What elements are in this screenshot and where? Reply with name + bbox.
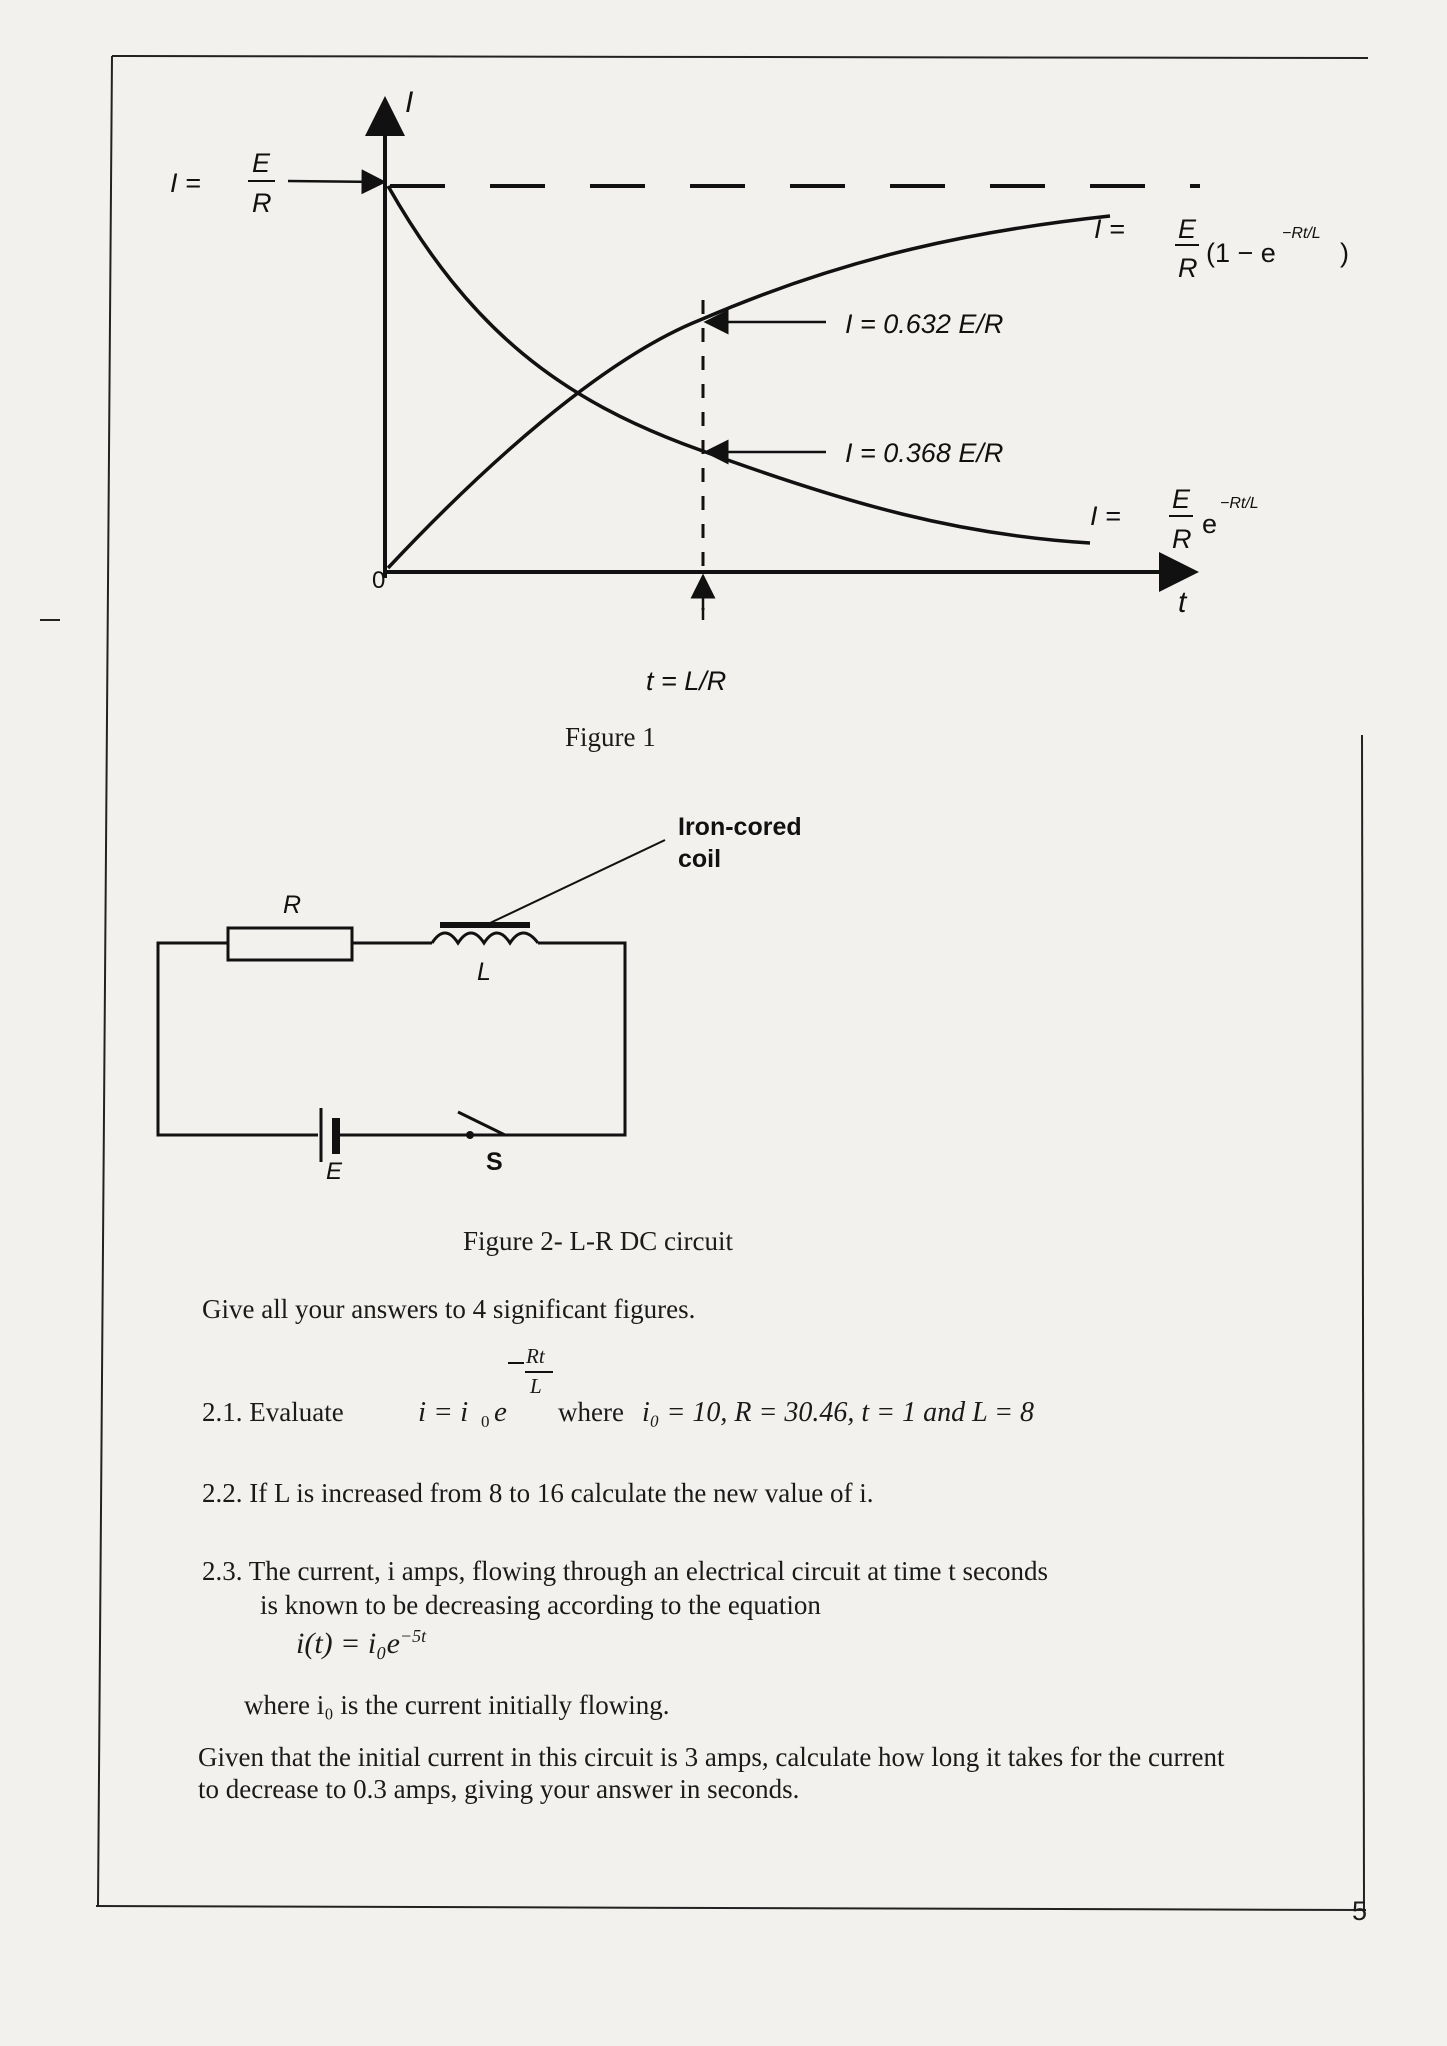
init-eq-num: E [252, 148, 271, 178]
formula-lhs: i = i [418, 1396, 469, 1428]
rise-eq-exp: −Rt/L [1282, 225, 1321, 242]
question-2-1-where: where [558, 1397, 624, 1427]
inductor [432, 933, 538, 943]
resistor-label: R [283, 891, 302, 919]
battery-short-plate [332, 1118, 340, 1154]
time-constant-label: t = L/R [646, 666, 727, 696]
annotation-decay-value: I = 0.368 E/R [845, 438, 1004, 468]
figure-2-circuit [0, 790, 1447, 1210]
exponent-minus [508, 1362, 524, 1364]
x-axis-label: t [1178, 586, 1187, 619]
switch-label: S [486, 1148, 503, 1176]
battery-label: E [326, 1158, 343, 1185]
coil-label-line-2: coil [678, 845, 722, 873]
decay-eq-base: e [1202, 509, 1218, 539]
rise-eq-close: ) [1340, 238, 1349, 268]
exponent-denominator: L [530, 1374, 542, 1398]
figure-1 [0, 0, 1447, 780]
decay-eq-exp: −Rt/L [1220, 495, 1259, 512]
decay-formula-exponent: −5t [399, 1626, 427, 1646]
figure-1-caption: Figure 1 [565, 722, 656, 752]
rise-eq-tail: (1 − e [1206, 238, 1276, 268]
rise-eq-num: E [1178, 214, 1197, 244]
decay-eq-den: R [1172, 524, 1192, 554]
question-2-3-line-5: to decrease to 0.3 amps, giving your answer in seconds. [198, 1774, 800, 1804]
init-eq-lhs: I = [170, 168, 201, 198]
exponent-bar [525, 1371, 553, 1373]
decay-formula-base: i(t) = i₀e [296, 1627, 400, 1660]
switch [458, 1112, 505, 1135]
decay-eq-lhs: I = [1090, 501, 1121, 531]
inductor-label: L [477, 958, 491, 986]
decay-eq-num: E [1172, 484, 1191, 514]
origin-label: 0 [372, 567, 386, 594]
annotation-rise-value: I = 0.632 E/R [845, 309, 1004, 339]
question-2-1-values: i₀ = 10, R = 30.46, t = 1 and L = 8 [642, 1397, 1035, 1428]
rise-curve [388, 216, 1110, 568]
question-2-3-line-3: where i₀ is the current initially flowing. [244, 1690, 670, 1720]
decay-curve [388, 186, 1090, 543]
question-2-2: 2.2. If L is increased from 8 to 16 calculate the new value of i. [202, 1478, 874, 1508]
question-2-3-formula [296, 1626, 426, 1661]
page-number: 5 [1351, 1896, 1367, 1926]
init-eq-den: R [252, 188, 272, 218]
circuit-wire [158, 943, 625, 1135]
question-2-1-label: 2.1. Evaluate [202, 1397, 344, 1427]
figure-2-caption: Figure 2- L-R DC circuit [463, 1226, 733, 1256]
coil-leader-line [490, 840, 665, 923]
instruction-text: Give all your answers to 4 significant figures. [202, 1294, 696, 1324]
formula-subscript: 0 [481, 1412, 490, 1431]
y-axis-label: I [405, 86, 414, 119]
rise-eq-lhs: I = [1094, 214, 1125, 244]
exponent-numerator: Rt [526, 1344, 545, 1368]
rise-eq-den: R [1178, 253, 1198, 283]
question-2-3-line-2: is known to be decreasing according to the equation [260, 1590, 821, 1620]
formula-e: e [494, 1396, 507, 1428]
coil-label-line-1: Iron-cored [678, 813, 802, 841]
question-2-3-line-4: Given that the initial current in this circuit is 3 amps, calculate how long it takes for the current [198, 1742, 1225, 1772]
question-2-3-line-1: 2.3. The current, i amps, flowing through an electrical circuit at time t seconds [202, 1556, 1048, 1586]
resistor [228, 928, 352, 960]
